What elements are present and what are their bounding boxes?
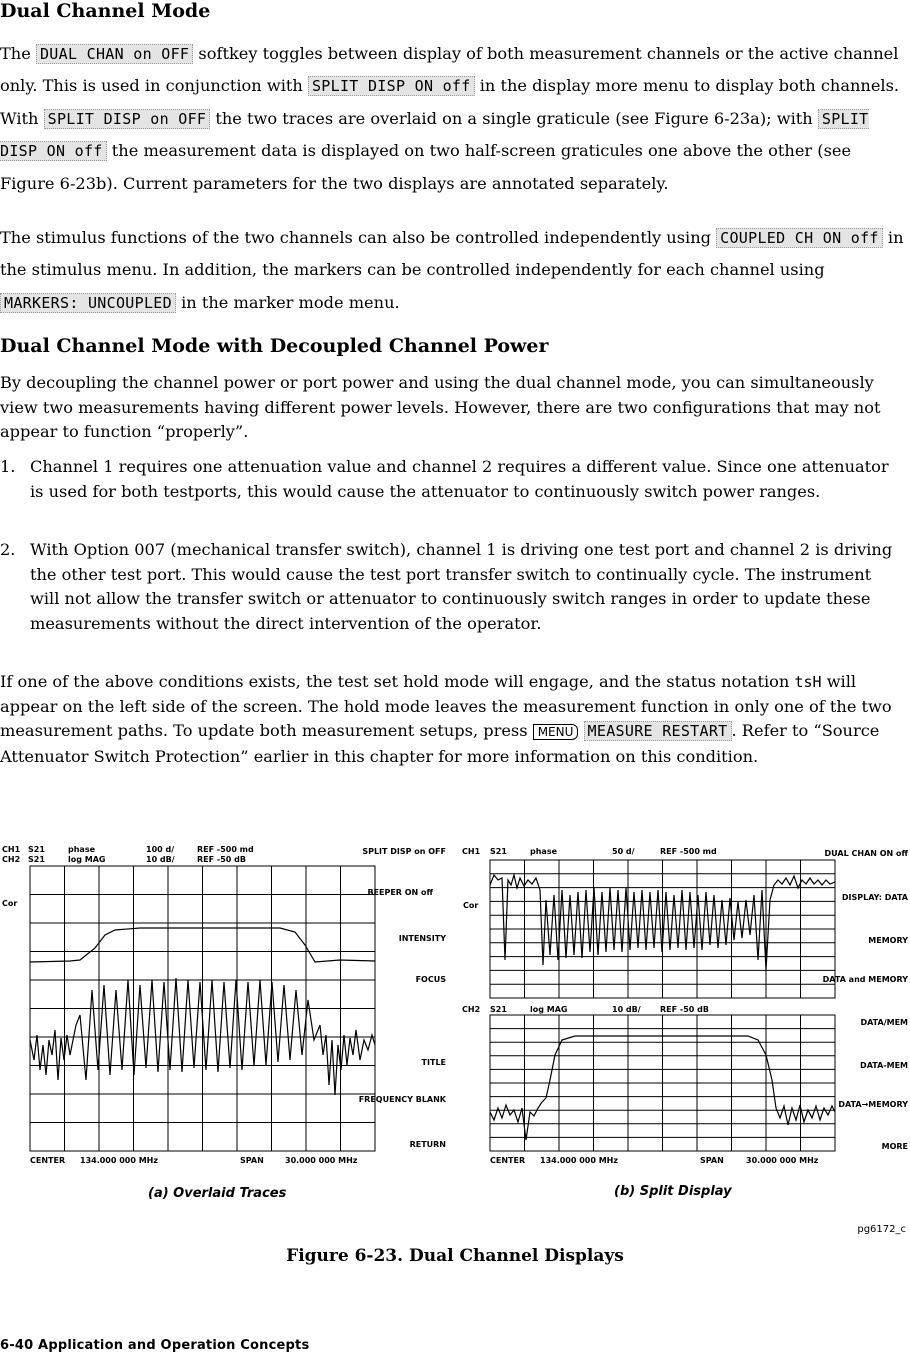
softkey-label: SPLIT DISP on OFF (362, 847, 446, 856)
softkey-label: DISPLAY: DATA (841, 893, 908, 902)
softkey-label: MEMORY (868, 936, 908, 945)
panel-b-hdr2-param: S21 (490, 1005, 507, 1014)
panel-b-hdr2-format: log MAG (530, 1005, 568, 1014)
panel-a-hdr2-ch: CH2 (2, 855, 21, 864)
paragraph-decoupling: By decoupling the channel power or port power and using the dual channel mode, you can simultaneously view two measurements having different power levels. However, there are two configurations that may not appear to function “properly”. (0, 373, 881, 441)
figure-graphic (0, 840, 910, 1170)
panel-a-footer (30, 1156, 358, 1165)
text-run: If one of the above conditions exists, the test set hold mode will engage, and the status notation (0, 672, 795, 691)
softkey-split-disp-off: SPLIT DISP on OFF (44, 109, 211, 129)
panel-b-hdr1-ref: REF -500 md (660, 847, 717, 856)
text-run: softkey toggles between display of both measurement channels or the active channel only. This is used in conjunction with (0, 44, 899, 96)
paragraph-dual-channel (0, 38, 905, 200)
figure-caption: Figure 6-23. Dual Channel Displays (286, 1246, 624, 1266)
panel-a-center-value: 134.000 000 MHz (80, 1156, 159, 1165)
softkey-label: DATA/MEM (860, 1018, 908, 1027)
softkey-label: MORE (881, 1142, 908, 1151)
softkey-label: DUAL CHAN ON off (824, 849, 908, 858)
panel-a-center-label: CENTER (30, 1156, 66, 1165)
softkey-label: RETURN (409, 1140, 446, 1149)
panel-a-hdr2-param: S21 (28, 855, 45, 864)
panel-b-hdr2-ch: CH2 (462, 1005, 481, 1014)
list-number: 1. (0, 457, 16, 476)
panel-a-cor: Cor (2, 899, 18, 908)
softkey-markers-uncoupled: MARKERS: UNCOUPLED (0, 293, 176, 313)
panel-a-softkeys (359, 847, 447, 1149)
panel-a-hdr2-format: log MAG (68, 855, 106, 864)
text-run: The (0, 44, 36, 63)
softkey-coupled-ch: COUPLED CH ON off (716, 228, 883, 248)
softkey-measure-restart: MEASURE RESTART (584, 721, 732, 741)
figure-dual-channel (0, 840, 910, 1170)
text-run: the measurement data is displayed on two half-screen graticules one above the other (see Figure 6-23b). Current parameters for the two displays are annotated separately. (0, 141, 852, 193)
panel-a-hdr1-ch: CH1 (2, 845, 21, 854)
softkey-split-disp-on-2: SPLIT DISP ON off (0, 109, 869, 161)
panel-a-header (2, 845, 254, 908)
panel-b-hdr1-scale: 50 d/ (612, 847, 635, 856)
panel-a-graticule (30, 866, 375, 1151)
paragraph-stimulus (0, 222, 905, 319)
panel-b-span-value: 30.000 000 MHz (746, 1156, 819, 1165)
softkey-label: FREQUENCY BLANK (358, 1095, 446, 1104)
panel-b-hdr1-ch: CH1 (462, 847, 481, 856)
panel-b-hdr1-format: phase (530, 847, 558, 856)
panel-a-hdr1-scale: 100 d/ (146, 845, 175, 854)
text-run: . Refer to “Source Attenuator Switch Protection” earlier in this chapter for more information on this condition. (0, 721, 880, 766)
status-code: tsH (794, 673, 822, 691)
panel-a-hdr1-ref: REF -500 md (197, 845, 254, 854)
panel-a-hdr1-param: S21 (28, 845, 45, 854)
list-text: With Option 007 (mechanical transfer switch), channel 1 is driving one test port and channel 2 is driving the other test port. This would cause the test port transfer switch to continually cycle. The instrument will not allow the transfer switch or attenuator to continuously switch ranges in order to update these measurements without the direct intervention of the operator. (30, 540, 893, 633)
list-item (0, 455, 905, 530)
list-number: 2. (0, 540, 16, 559)
softkey-label: BEEPER ON off (367, 888, 433, 897)
caption-split: (b) Split Display (614, 1184, 732, 1199)
panel-b-hdr2-ref: REF -50 dB (660, 1005, 709, 1014)
text-run: in the stimulus menu. In addition, the markers can be controlled independently for each channel using (0, 228, 904, 280)
text-run: in the display more menu to display both channels. With (0, 76, 900, 128)
figure-id: pg6172_c (857, 1224, 906, 1235)
panel-a-hdr2-scale: 10 dB/ (146, 855, 175, 864)
softkey-label: DATA→MEMORY (838, 1100, 908, 1109)
section-title: Dual Channel Mode (0, 0, 211, 22)
text-run: in the marker mode menu. (175, 292, 400, 312)
text-run: The stimulus functions of the two channels can also be controlled independently using (0, 228, 717, 247)
panel-b-center-label: CENTER (490, 1156, 526, 1165)
panel-b-hdr2-scale: 10 dB/ (612, 1005, 641, 1014)
softkey-dual-chan: DUAL CHAN on OFF (36, 44, 193, 64)
panel-b-footer (490, 1156, 819, 1165)
list-item (0, 538, 905, 658)
panel-b-cor: Cor (463, 901, 479, 910)
panel-b-softkeys (823, 849, 909, 1151)
panel-a-hdr1-format: phase (68, 845, 96, 854)
panel-b-span-label: SPAN (700, 1156, 724, 1165)
softkey-label: DATA-MEM (860, 1061, 908, 1070)
panel-a-hdr2-ref: REF -50 dB (197, 855, 246, 864)
softkey-label: INTENSITY (398, 934, 446, 943)
panel-b-center-value: 134.000 000 MHz (540, 1156, 619, 1165)
subsection-title: Dual Channel Mode with Decoupled Channel Power (0, 335, 549, 357)
text-run: will appear on the left side of the screen. The hold mode leaves the measurement function in only one of the two measurement paths. To update both measurement setups, press (0, 672, 892, 740)
paragraph-hold-mode (0, 670, 905, 769)
softkey-label: TITLE (421, 1058, 446, 1067)
softkey-split-disp-on: SPLIT DISP ON off (308, 76, 475, 96)
softkey-label: DATA and MEMORY (822, 975, 908, 984)
list-text: Channel 1 requires one attenuation value and channel 2 requires a different value. Since one attenuator is used for both testports, this would cause the attenuator to continuously switch power ranges. (30, 457, 889, 501)
hardkey-menu: MENU (533, 724, 579, 740)
caption-overlaid: (a) Overlaid Traces (148, 1186, 287, 1201)
panel-b-hdr1-param: S21 (490, 847, 507, 856)
softkey-label: FOCUS (415, 975, 446, 984)
panel-a-span-value: 30.000 000 MHz (285, 1156, 358, 1165)
text-run: the two traces are overlaid on a single graticule (see Figure 6-23a); with (210, 108, 818, 128)
panel-a-span-label: SPAN (240, 1156, 264, 1165)
page-footer: 6-40 Application and Operation Concepts (0, 1338, 310, 1353)
